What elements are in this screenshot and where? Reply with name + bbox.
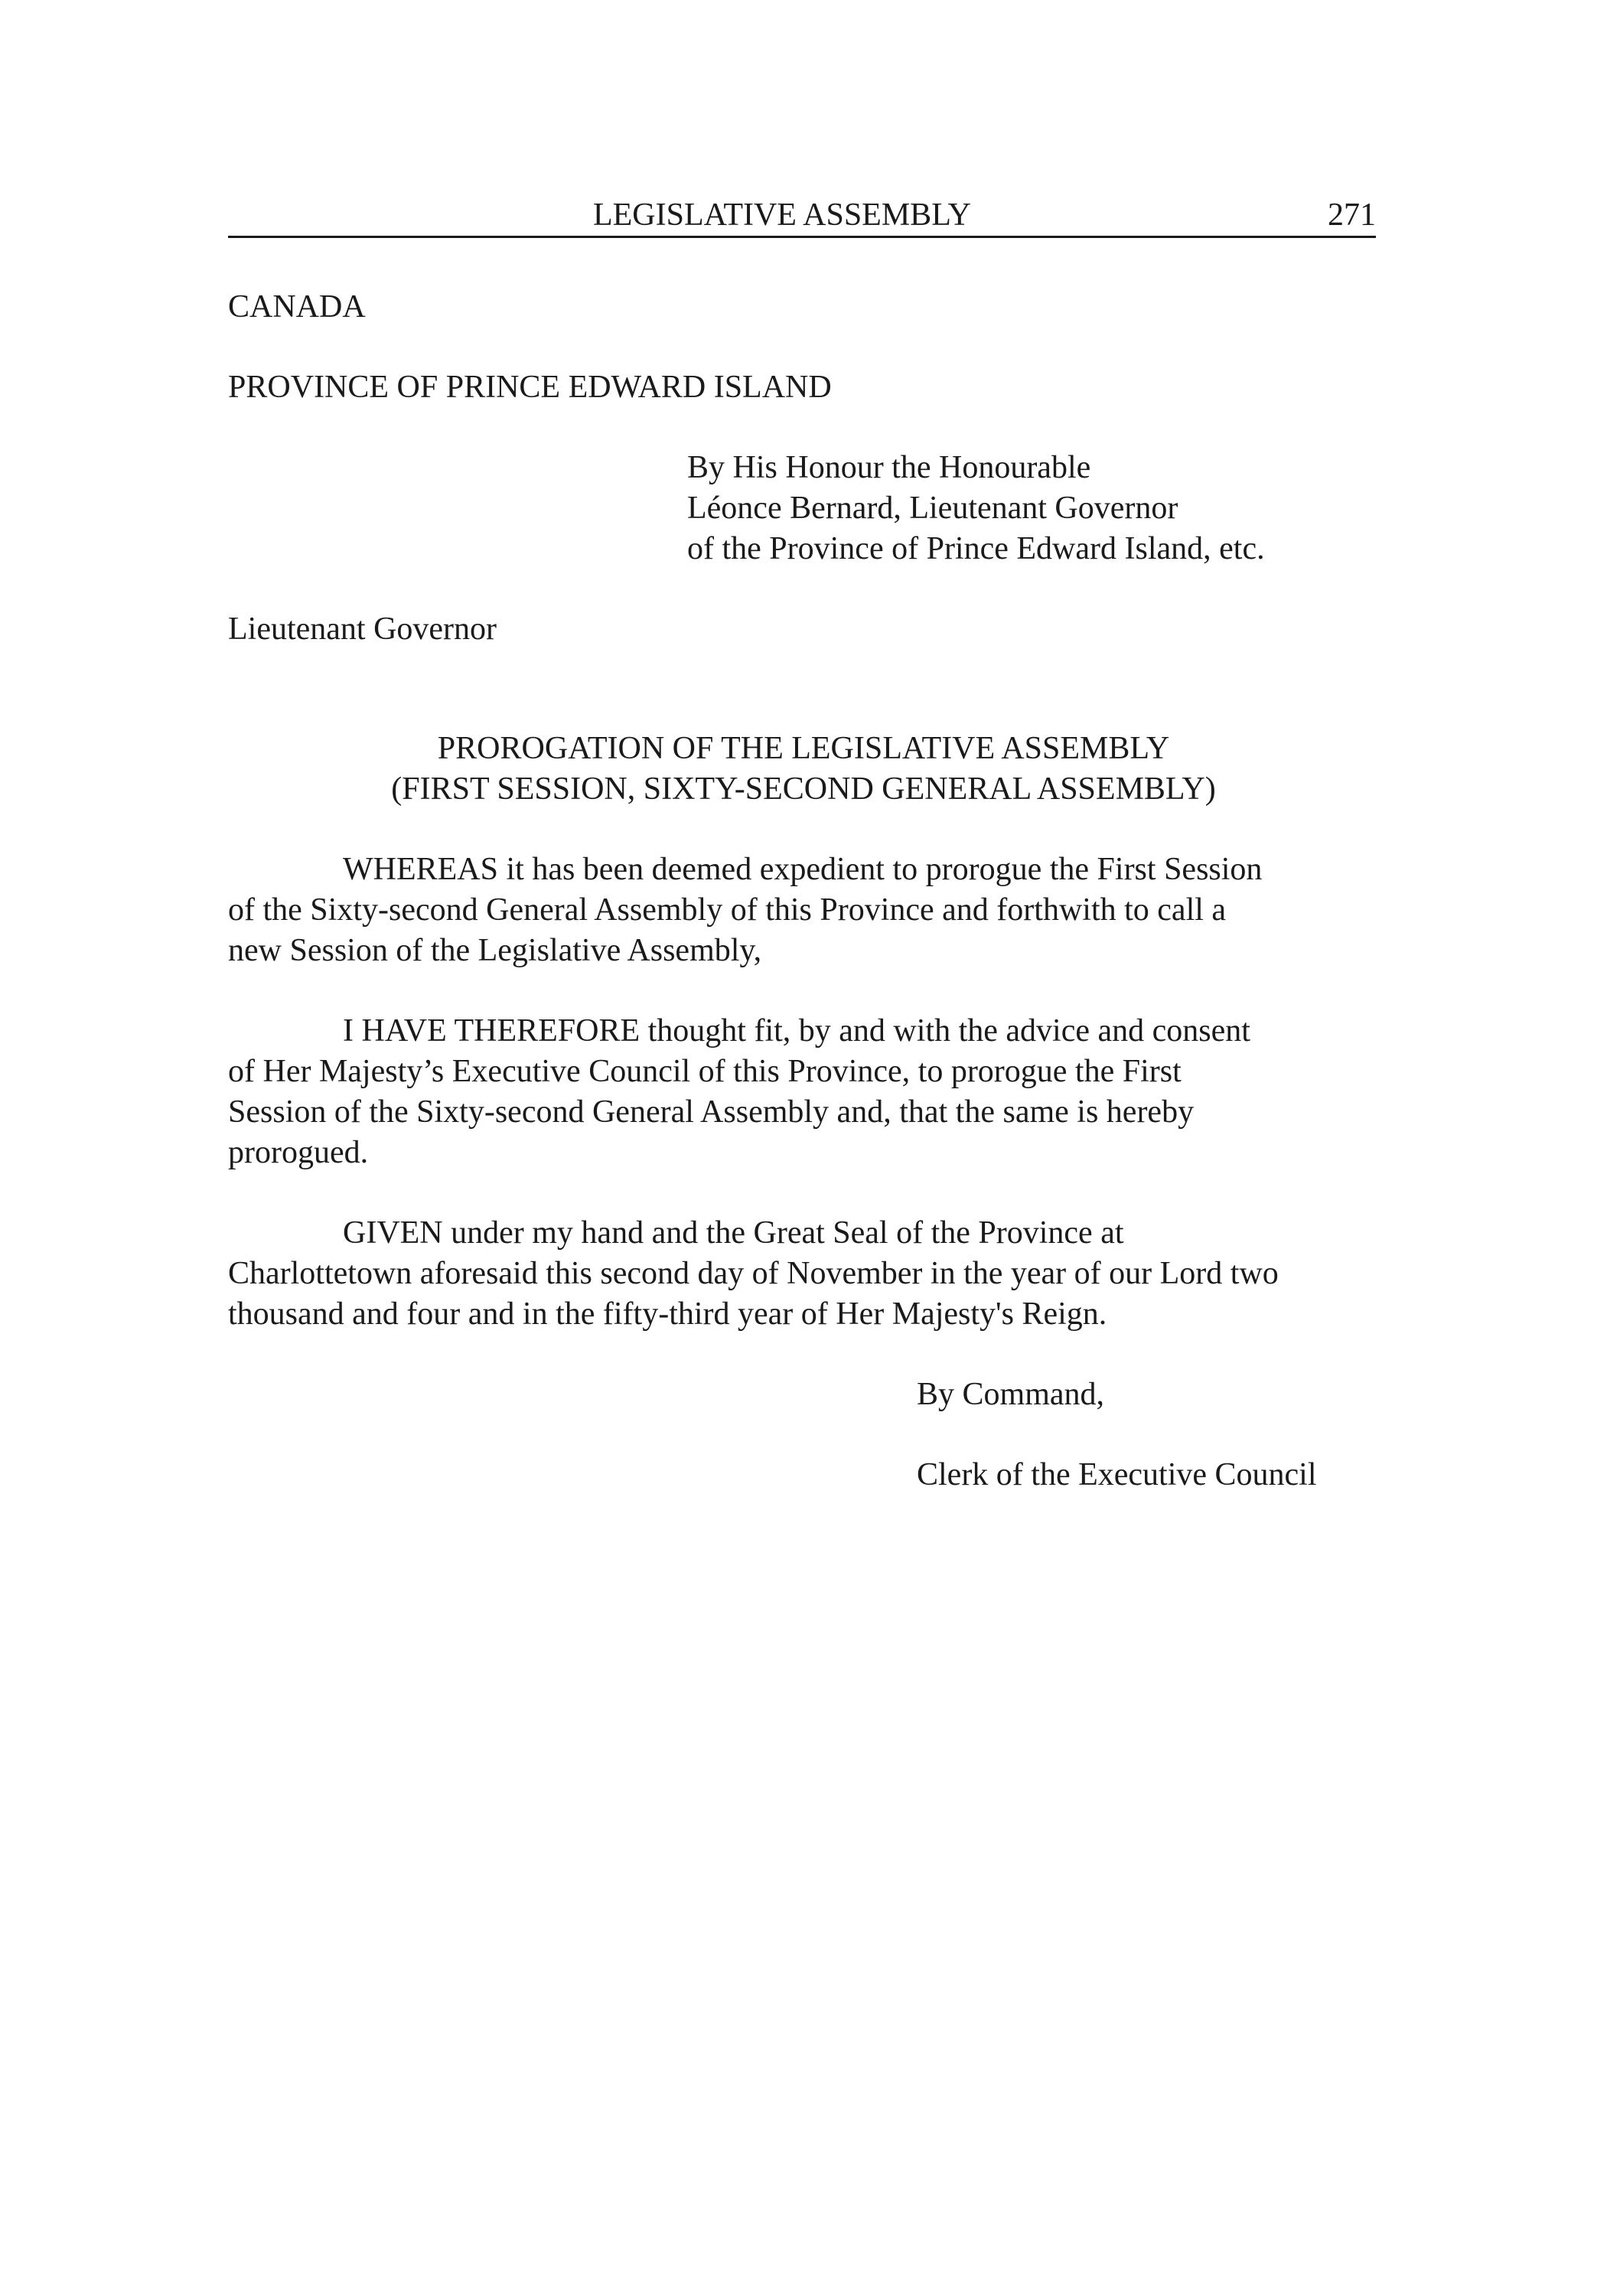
- proclamation-title-line: PROROGATION OF THE LEGISLATIVE ASSEMBLY: [437, 731, 1170, 766]
- authority-line: of the Province of Prince Edward Island, etc.: [687, 531, 1265, 566]
- country-heading: CANADA: [228, 289, 366, 325]
- province-heading: PROVINCE OF PRINCE EDWARD ISLAND: [228, 370, 832, 405]
- paragraph-line: of the Sixty-second General Assembly of this Province and forthwith to call a: [228, 892, 1227, 928]
- paragraph-line: WHEREAS it has been deemed expedient to prorogue the First Session: [343, 852, 1263, 887]
- header-rule: [228, 236, 1376, 238]
- paragraph-line: Charlottetown aforesaid this second day of November in the year of our Lord two: [228, 1256, 1279, 1291]
- proclamation-subtitle-line: (FIRST SESSION, SIXTY-SECOND GENERAL ASSEMBLY): [391, 771, 1216, 807]
- paragraph-line: of Her Majesty’s Executive Council of this Province, to prorogue the First: [228, 1054, 1182, 1089]
- paragraph-line: prorogued.: [228, 1135, 369, 1170]
- page-number: 271: [1328, 197, 1376, 233]
- signatory-title: Lieutenant Governor: [228, 612, 497, 647]
- running-header-title: LEGISLATIVE ASSEMBLY: [593, 197, 971, 233]
- paragraph-line: I HAVE THEREFORE thought fit, by and with the advice and consent: [343, 1013, 1250, 1049]
- authority-line: By His Honour the Honourable: [687, 450, 1091, 485]
- paragraph-line: Session of the Sixty-second General Assembly and, that the same is hereby: [228, 1094, 1195, 1130]
- by-command: By Command,: [917, 1377, 1105, 1412]
- paragraph-line: GIVEN under my hand and the Great Seal of the Province at: [343, 1215, 1124, 1251]
- paragraph-line: thousand and four and in the fifty-third year of Her Majesty's Reign.: [228, 1296, 1107, 1332]
- paragraph-line: new Session of the Legislative Assembly,: [228, 933, 762, 968]
- clerk-title: Clerk of the Executive Council: [917, 1457, 1317, 1492]
- authority-line: Léonce Bernard, Lieutenant Governor: [687, 491, 1178, 526]
